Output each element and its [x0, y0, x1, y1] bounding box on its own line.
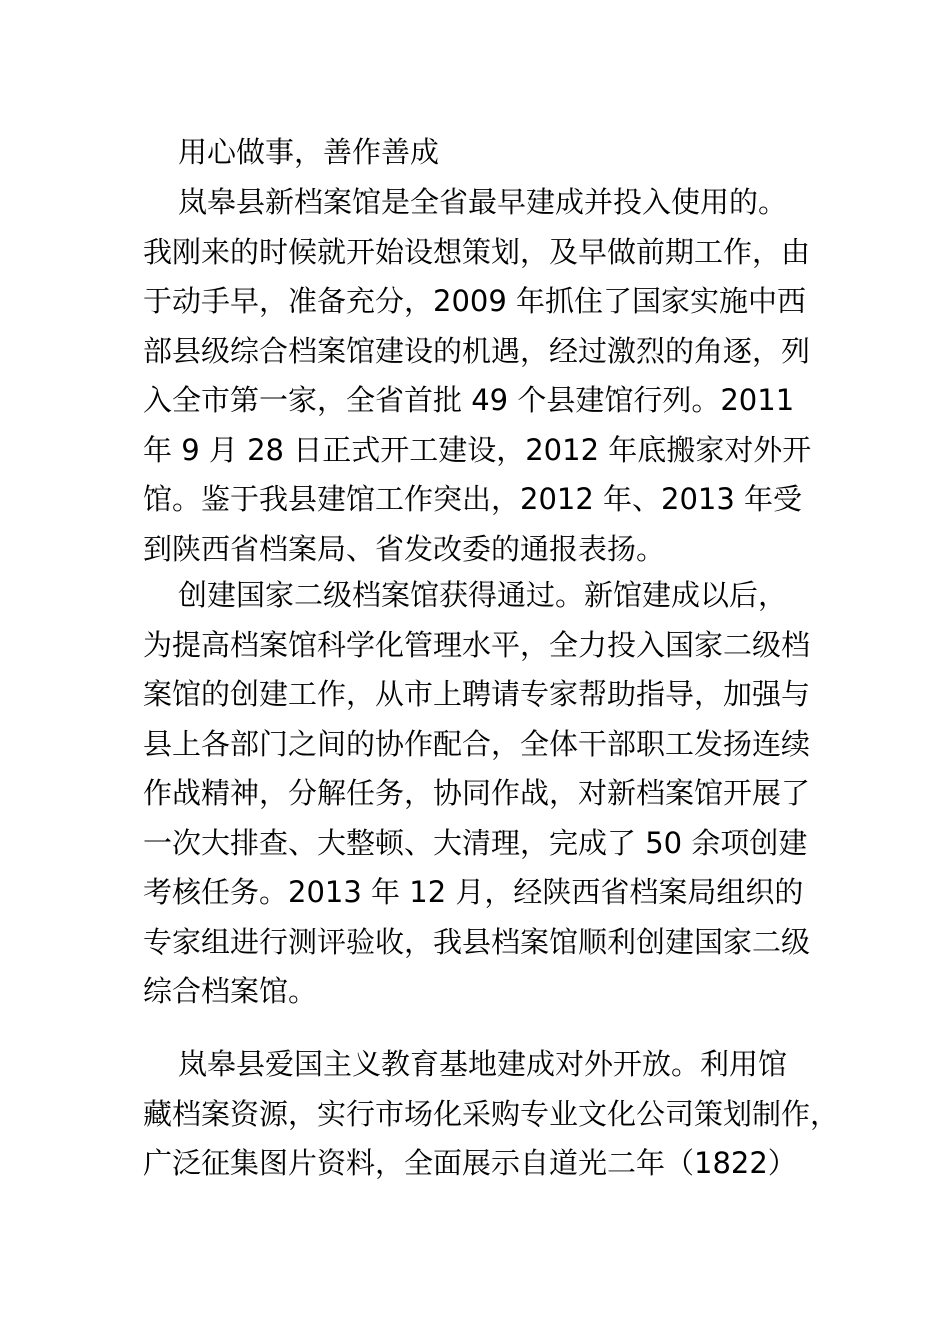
text-line: 岚皋县爱国主义教育基地建成对外开放。利用馆	[178, 1047, 788, 1081]
text-line: 广泛征集图片资料，全面展示自道光二年（1822）	[143, 1146, 797, 1180]
text-line: 于动手早，准备充分，2009 年抓住了国家实施中西	[143, 284, 807, 318]
text-line: 专家组进行测评验收，我县档案馆顺利创建国家二级	[143, 924, 811, 959]
text-line: 入全市第一家，全省首批 49 个县建馆行列。2011	[143, 383, 795, 417]
paragraph-national-level-two-archive	[143, 571, 823, 1017]
text-line: 县上各部门之间的协作配合，全体干部职工发扬连续	[143, 726, 811, 761]
text-line: 案馆的创建工作，从市上聘请专家帮助指导，加强与	[143, 677, 811, 711]
text-line: 一次大排查、大整顿、大清理，完成了 50 余项创建	[143, 825, 808, 860]
text-line: 年 9 月 28 日正式开工建设，2012 年底搬家对外开	[143, 432, 812, 467]
paragraph-new-archive-building	[143, 178, 823, 574]
text-line: 为提高档案馆科学化管理水平，全力投入国家二级档	[143, 627, 811, 662]
section-heading: 用心做事，善作善成	[178, 135, 440, 169]
text-line: 考核任务。2013 年 12 月，经陕西省档案局组织的	[143, 875, 804, 909]
text-line: 岚皋县新档案馆是全省最早建成并投入使用的。	[178, 185, 788, 219]
text-line: 创建国家二级档案馆获得通过。新馆建成以后，	[178, 578, 788, 612]
text-line: 我刚来的时候就开始设想策划，及早做前期工作，由	[143, 234, 811, 269]
text-line: 作战精神，分解任务，协同作战，对新档案馆开展了	[143, 776, 811, 810]
text-line: 到陕西省档案局、省发改委的通报表扬。	[143, 531, 666, 566]
text-line: 藏档案资源，实行市场化采购专业文化公司策划制作，	[143, 1096, 840, 1131]
paragraph-patriotic-education-base	[143, 1040, 840, 1189]
text-line: 部县级综合档案馆建设的机遇，经过激烈的角逐，列	[143, 333, 811, 368]
text-line: 馆。鉴于我县建馆工作突出，2012 年、2013 年受	[143, 482, 803, 516]
text-line: 综合档案馆。	[143, 974, 318, 1008]
